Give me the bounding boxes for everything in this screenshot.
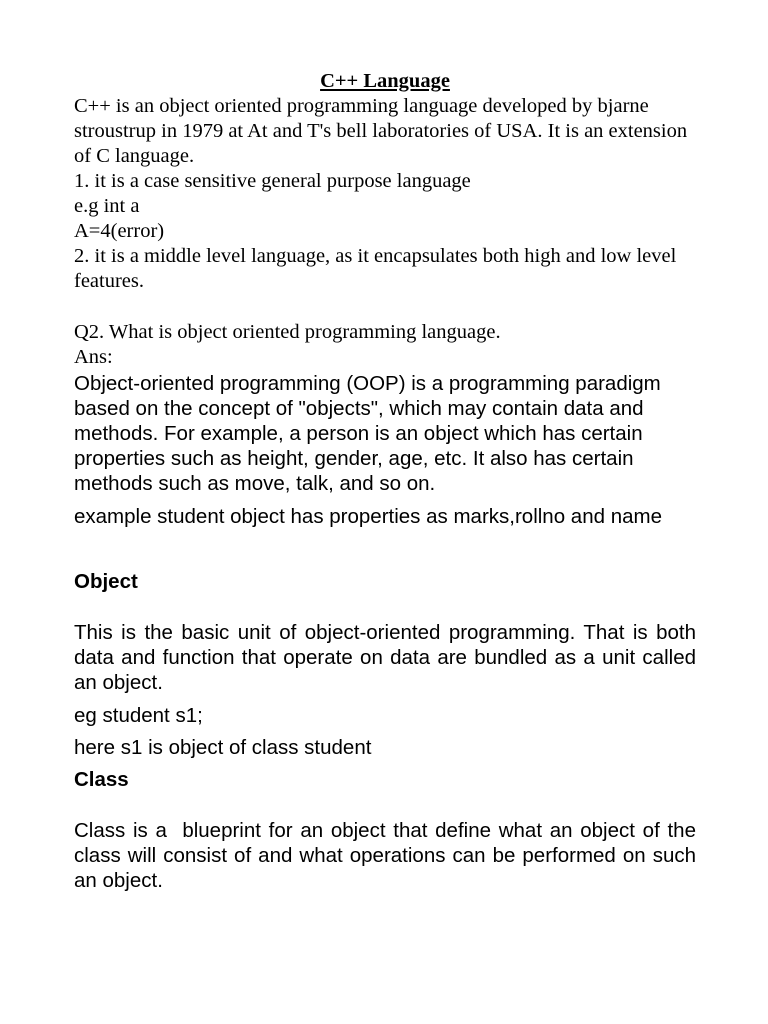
- spacer: [74, 294, 696, 320]
- object-note: here s1 is object of class student: [74, 736, 372, 759]
- student-example: example student object has properties as marks,rollno and name: [74, 505, 662, 528]
- question-two: Q2. What is object oriented programming language.: [74, 321, 501, 343]
- answer-label: Ans:: [74, 346, 113, 368]
- example-line-two: A=4(error): [74, 220, 165, 242]
- oop-definition: Object-oriented programming (OOP) is a programming paradigm based on the concept of "objects", which may contain data and methods. For example, a person is an object which has certain properties such as height, gender, age, etc. It also has certain methods such as move, talk, and so on.: [74, 372, 661, 495]
- object-example: eg student s1;: [74, 704, 203, 727]
- object-definition: This is the basic unit of object-oriented programming. That is both data and function that operate on data are bundled as a unit called an object.: [74, 621, 696, 694]
- intro-paragraph: C++ is an object oriented programming language developed by bjarne stroustrup in 1979 at At and T's bell laboratories of USA. It is an extension of C language.: [74, 95, 688, 167]
- point-two: 2. it is a middle level language, as it encapsulates both high and low level features.: [74, 245, 677, 292]
- document-title: C++ Language: [320, 70, 450, 92]
- object-heading: Object: [74, 570, 138, 593]
- point-one: 1. it is a case sensitive general purpose language: [74, 170, 471, 192]
- example-line-one: e.g int a: [74, 195, 140, 217]
- document-page: [74, 68, 702, 893]
- class-definition: Class is a blueprint for an object that define what an object of the class will consist of and what operations can be performed on such an object.: [74, 819, 702, 892]
- class-heading: Class: [74, 768, 129, 791]
